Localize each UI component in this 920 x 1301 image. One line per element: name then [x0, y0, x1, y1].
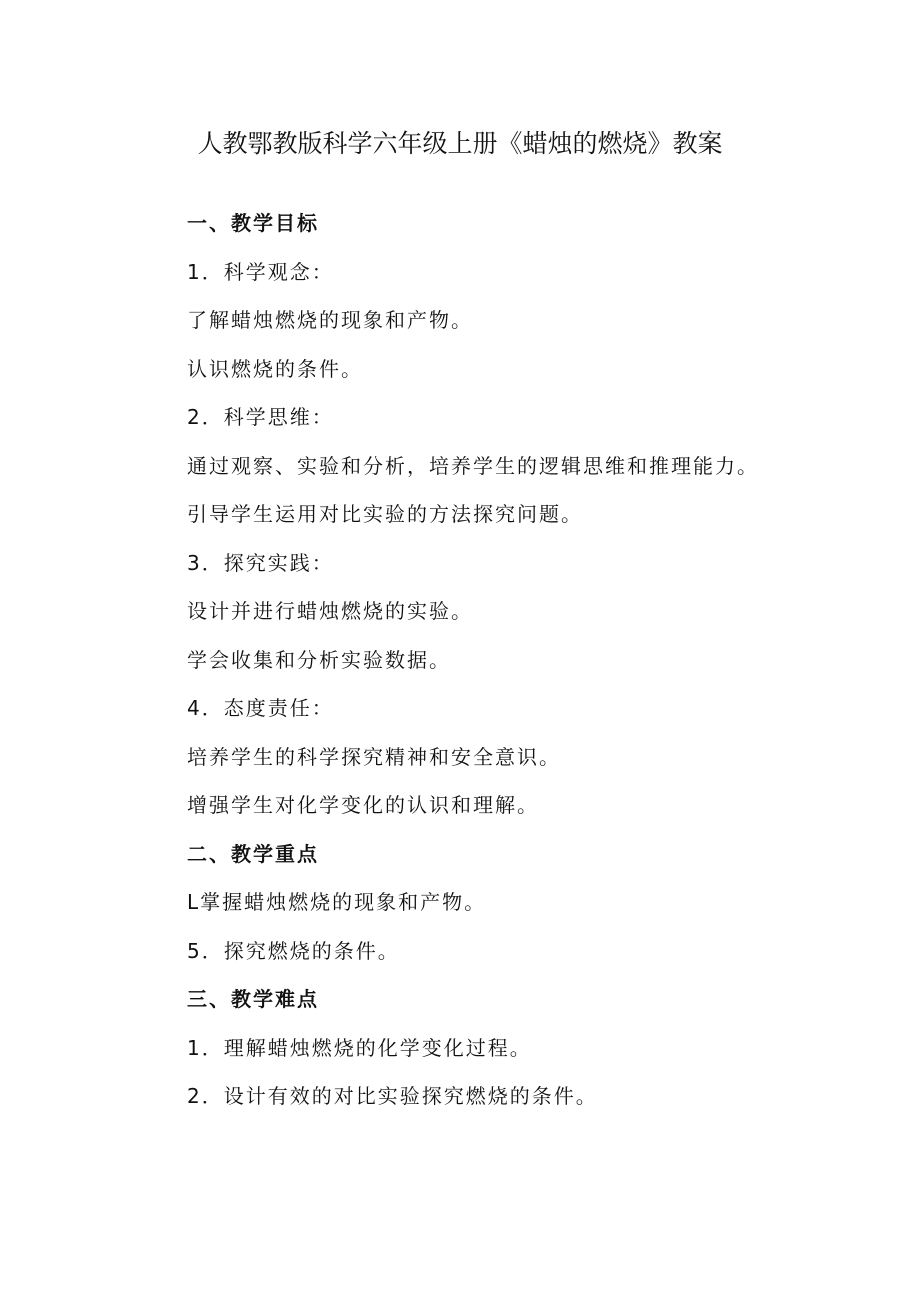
section-heading-difficulties: 三、教学难点	[187, 987, 319, 1011]
paragraph-line: 认识燃烧的条件。	[187, 356, 363, 381]
document-title: 人教鄂教版科学六年级上册《蜡烛的燃烧》教案	[197, 129, 723, 158]
paragraph-line: 了解蜡烛燃烧的现象和产物。	[187, 308, 473, 332]
paragraph-line: 设计并进行蜡烛燃烧的实验。	[187, 599, 473, 623]
list-item: 5．探究燃烧的条件。	[187, 938, 400, 963]
document-body	[187, 199, 887, 1121]
paragraph-line: 引导学生运用对比实验的方法探究问题。	[187, 502, 583, 526]
paragraph-line: 学会收集和分析实验数据。	[187, 647, 451, 672]
section-heading-key-points: 二、教学重点	[187, 841, 319, 866]
paragraph-line: 培养学生的科学探究精神和安全意识。	[187, 744, 561, 769]
list-item: 2．设计有效的对比实验探究燃烧的条件。	[187, 1084, 598, 1108]
section-heading-objectives: 一、教学目标	[187, 211, 319, 235]
objective-science-concept-label: 1．科学观念：	[187, 259, 334, 284]
paragraph-line: 通过观察、实验和分析，培养学生的逻辑思维和推理能力。	[187, 453, 759, 478]
objective-inquiry-practice-label: 3．探究实践：	[187, 550, 334, 575]
list-item: 1．理解蜡烛燃烧的化学变化过程。	[187, 1035, 532, 1060]
paragraph-line: 增强学生对化学变化的认识和理解。	[187, 793, 539, 817]
objective-attitude-label: 4．态度责任：	[187, 696, 334, 720]
objective-science-thinking-label: 2．科学思维：	[187, 405, 334, 429]
list-item: L掌握蜡烛燃烧的现象和产物。	[187, 890, 487, 914]
